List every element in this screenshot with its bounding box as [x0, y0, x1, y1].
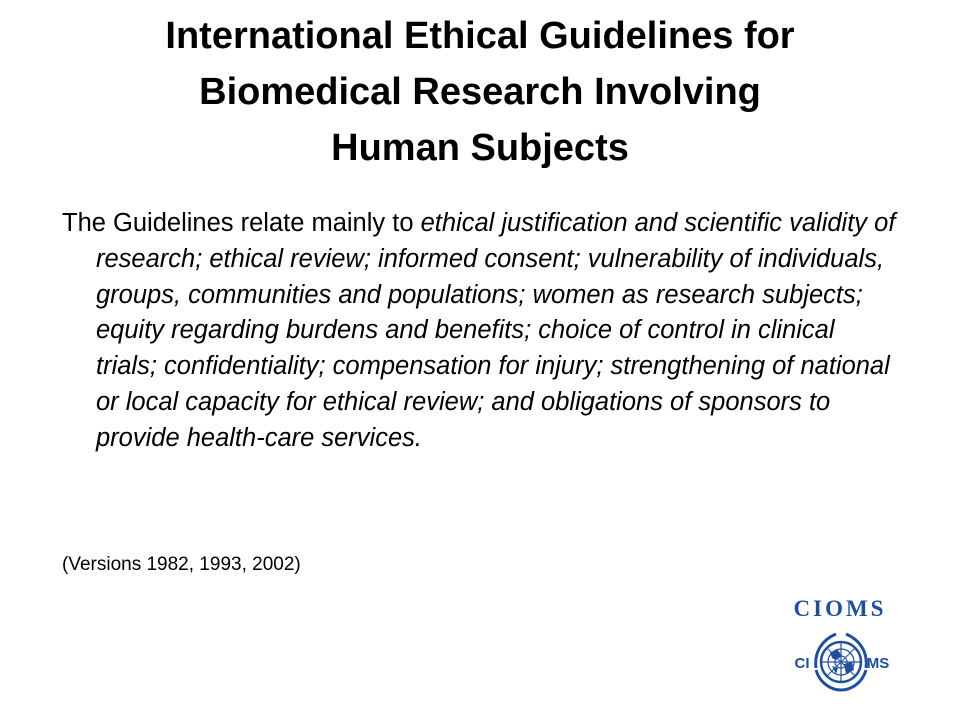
description-topics: ethical justification and scientific validity of research; ethical review; informed consent; vulnerability of individuals, groups, communities and populations; women as research subjects; equity regarding burdens and benefits; choice of control in clinical trials; confidentiality; compensation for injury; strengthening of national or local capacity for ethical review; and obligations of sponsors to provide health-care services.: [96, 209, 896, 452]
globe-icon: [816, 634, 867, 690]
title-line-1: International Ethical Guidelines for: [165, 15, 795, 57]
versions-note: (Versions 1982, 1993, 2002): [62, 554, 301, 575]
cioms-wordmark: CIOMS: [793, 596, 887, 621]
emblem-right-text: MS: [866, 655, 890, 672]
description-intro: The Guidelines relate mainly to: [62, 209, 421, 237]
title-line-2: Biomedical Research Involving: [199, 71, 761, 113]
globe-emblem-icon: [786, 628, 896, 692]
guidelines-description: [62, 206, 896, 457]
emblem-left-text: CI: [794, 655, 810, 672]
slide-title: [40, 8, 920, 176]
title-line-3: Human Subjects: [331, 127, 629, 169]
cioms-logo: [780, 596, 920, 696]
